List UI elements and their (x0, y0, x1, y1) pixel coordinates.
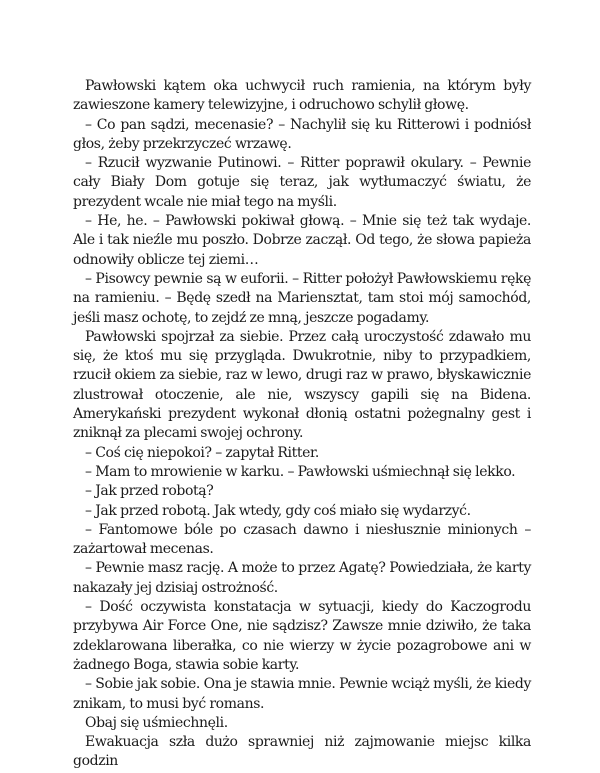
paragraph: – Pisowcy pewnie są w euforii. – Ritter położył Pawłowskiemu rękę na ramieniu. – Będę szedł na Mariensztat, tam stoi mój samochód, jeśli masz ochotę, to zejdź ze mną, jeszcze pogadamy. (73, 270, 531, 326)
paragraph: – Jak przed robotą? (85, 483, 214, 500)
paragraph: – Coś cię niepokoi? – zapytał Ritter. (85, 444, 319, 461)
paragraph: – Co pan sądzi, mecenasie? – Nachylił się ku Ritterowi i podniósł głos, żeby przekrzyczeć wrzawę. (73, 116, 531, 152)
paragraph: – Fantomowe bóle po czasach dawno i niesłusznie minionych – zażartował mecenas. (73, 521, 531, 558)
book-page-text (73, 77, 531, 772)
paragraph: Pawłowski spojrzał za siebie. Przez całą uroczystość zdawało mu się, że ktoś mu się przygląda. Dwukrotnie, niby to przypadkiem, rzucił okiem za siebie, raz w lewo, drugi raz w prawo, błyskawicznie zlustrował otoczenie, ale nie, wszyscy gapili się na Bidena. Amerykański prezydent wykonał dłonią ostatni pożegnalny gest i zniknął za plecami swojej ochrony. (73, 328, 531, 442)
paragraph: Pawłowski kątem oka uchwycił ruch ramienia, na którym były zawieszone kamery telewizyjne, i odruchowo schylił głowę. (73, 78, 531, 114)
paragraph: Obaj się uśmiechnęli. (85, 714, 228, 731)
paragraph: – Pewnie masz rację. A może to przez Agatę? Powiedziała, że karty nakazały jej dzisiaj ostrożność. (73, 560, 531, 596)
paragraph: – Mam to mrowienie w karku. – Pawłowski uśmiechnął się lekko. (85, 463, 516, 480)
paragraph: – Jak przed robotą. Jak wtedy, gdy coś miało się wydarzyć. (85, 502, 471, 519)
paragraph: – He, he. – Pawłowski pokiwał głową. – Mnie się też tak wydaje. Ale i tak nieźle mu poszło. Dobrze zaczął. Od tego, że słowa papieża odnowiły oblicze tej ziemi… (73, 213, 531, 268)
paragraph: – Sobie jak sobie. Ona je stawia mnie. Pewnie wciąż myśli, że kiedy znikam, to musi być romans. (73, 676, 531, 712)
paragraph: Ewakuacja szła dużo sprawniej niż zajmowanie miejsc kilka godzin (73, 734, 531, 770)
paragraph: – Rzucił wyzwanie Putinowi. – Ritter poprawił okulary. – Pewnie cały Biały Dom gotuje się teraz, jak wytłumaczyć światu, że prezydent wcale nie miał tego na myśli. (73, 155, 531, 210)
paragraph: – Dość oczywista konstatacja w sytuacji, kiedy do Kaczogrodu przybywa Air Force One, nie sądzisz? Zawsze mnie dziwiło, że taka zdeklarowana liberałka, co nie wierzy w życie pozagrobowe ani w żadnego Boga, stawia sobie karty. (73, 599, 531, 673)
